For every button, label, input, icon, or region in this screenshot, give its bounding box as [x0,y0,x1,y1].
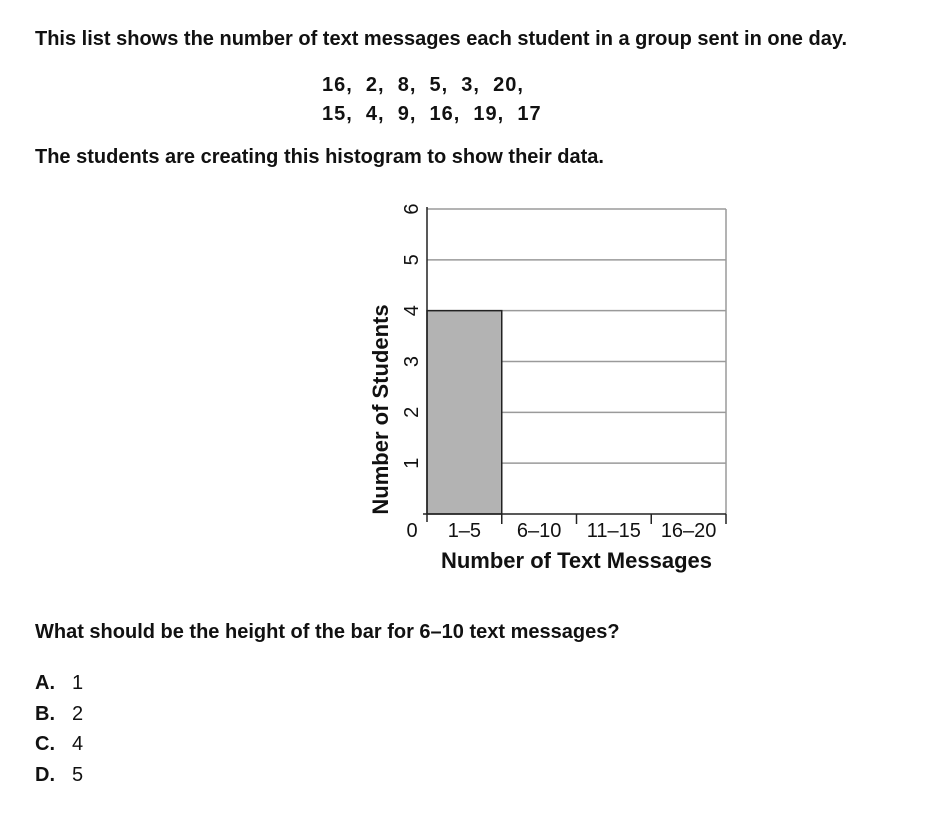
data-list-row-2: 15, 4, 9, 16, 19, 17 [322,103,542,125]
bar-1 [427,311,502,514]
y-tick-label-1: 1 [401,457,423,469]
choice-d[interactable] [35,764,83,795]
x-axis-title: Number of Text Messages [440,548,713,573]
y-tick-label-6: 6 [401,203,423,215]
y-tick-label-4: 4 [401,305,423,317]
choice-b-letter: B. [35,702,55,725]
y-tick-label-5: 5 [401,254,423,266]
x-category-label-4: 16–20 [660,520,717,542]
x-category-label-1: 1–5 [447,520,482,542]
choice-d-value: 5 [72,763,84,786]
intro-text: This list shows the number of text messages each student in a group sent in one day. [35,28,848,50]
y-axis-title: Number of Students [368,304,393,515]
x-category-label-3: 11–15 [586,520,641,542]
data-list-row-1: 16, 2, 8, 5, 3, 20, [322,74,524,96]
histogram-intro-text: The students are creating this histogram to show their data. [35,146,604,168]
y-tick-label-2: 2 [401,406,423,418]
choice-a-value: 1 [72,672,84,694]
choice-c-value: 4 [72,733,84,755]
choice-c[interactable] [35,733,83,764]
y-tick-label-3: 3 [401,355,423,368]
x-category-label-2: 6–10 [516,520,562,542]
choice-d-letter: D. [35,763,55,786]
choice-a-letter: A. [35,672,55,694]
question-text: What should be the height of the bar for 6–10 text messages? [35,621,620,643]
choice-b-value: 2 [72,702,84,725]
histogram-chart [360,192,740,587]
choice-b[interactable] [35,703,83,734]
zero-label: 0 [406,520,418,542]
answer-choices [35,672,83,794]
choice-c-letter: C. [35,733,55,755]
choice-a[interactable] [35,672,83,703]
